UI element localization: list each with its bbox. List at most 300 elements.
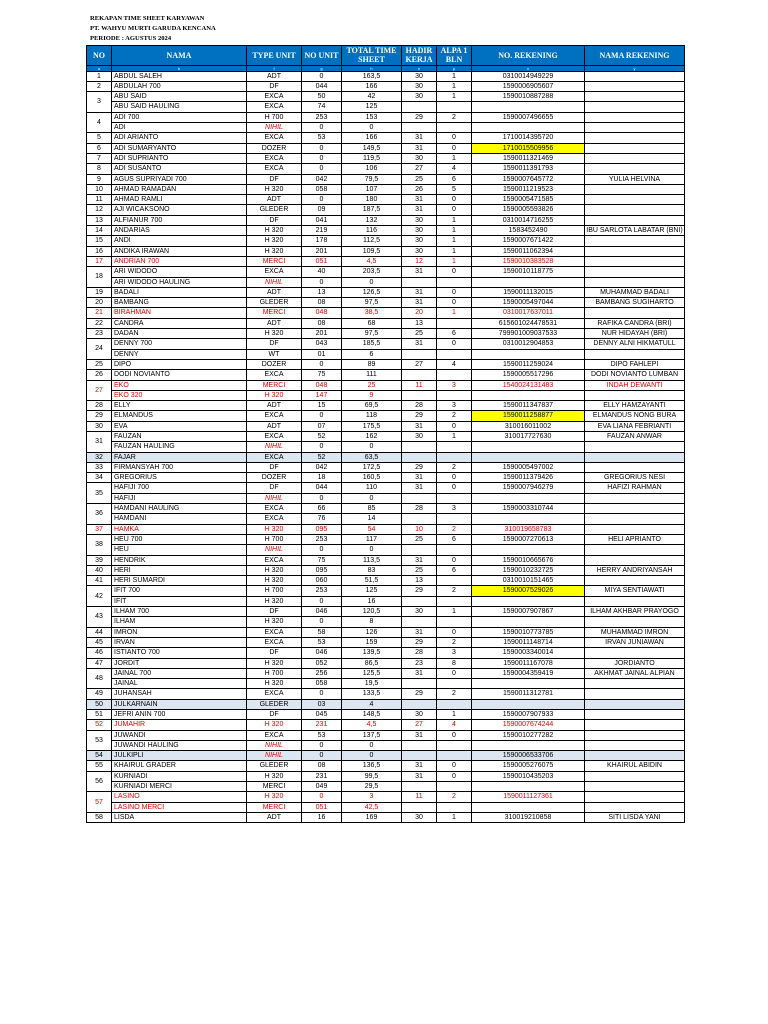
- cell-nama: KHAIRUL GRADER: [112, 761, 247, 771]
- table-row: [87, 195, 685, 205]
- cell-alpa: [437, 699, 472, 709]
- cell-alpa: [437, 123, 472, 133]
- table-row: [87, 339, 685, 349]
- cell-alpa: 0: [437, 761, 472, 771]
- table-row: [87, 318, 685, 328]
- cell-hadir: 31: [402, 668, 437, 678]
- cell-rekening: 310019658783: [472, 524, 585, 534]
- cell-nama: HAFIJI: [112, 493, 247, 503]
- cell-no-unit: 07: [302, 421, 342, 431]
- cell-total: 0: [342, 123, 402, 133]
- cell-alpa: [437, 277, 472, 287]
- cell-type-unit: ADT: [247, 195, 302, 205]
- cell-nama-rekening: IBU SARLOTA LABATAR (BNI): [586, 227, 683, 235]
- cell-total: 0: [342, 740, 402, 750]
- cell-no: 15: [87, 236, 112, 246]
- cell-rekening: 799901009037533: [472, 329, 585, 339]
- cell-no: 2: [87, 81, 112, 91]
- cell-total: 125: [342, 102, 402, 112]
- cell-nama-rekening: ELMANDUS NONG BURA: [585, 411, 685, 421]
- cell-nama-rekening: [585, 555, 685, 565]
- cell-no-unit: 08: [302, 298, 342, 308]
- cell-alpa: [437, 102, 472, 112]
- cell-rekening: 1590010277282: [472, 730, 585, 740]
- cell-nama-rekening: [585, 164, 685, 174]
- cell-nama-rekening: [585, 442, 685, 452]
- cell-nama: DENNY 700: [112, 339, 247, 349]
- cell-type-unit: H 320: [247, 226, 302, 236]
- cell-total: 136,5: [342, 761, 402, 771]
- cell-total: 172,5: [342, 462, 402, 472]
- cell-rekening: 1590011379426: [472, 473, 585, 483]
- cell-alpa: [437, 802, 472, 812]
- cell-rekening: [472, 102, 585, 112]
- cell-rekening: 1590005593826: [472, 205, 585, 215]
- cell-nama: AHMAD RAMLI: [112, 195, 247, 205]
- cell-alpa: 1: [437, 607, 472, 617]
- cell-nama-rekening: SITI LISDA YANI: [585, 812, 685, 822]
- table-row: [87, 164, 685, 174]
- cell-nama: EKO: [112, 380, 247, 390]
- cell-nama-rekening: FAUZAN ANWAR: [585, 431, 685, 441]
- table-row: [87, 431, 685, 441]
- cell-type-unit: H 320: [247, 329, 302, 339]
- cell-rekening: [472, 452, 585, 462]
- cell-total: 97,5: [342, 329, 402, 339]
- cell-hadir: 30: [402, 607, 437, 617]
- cell-no-unit: 52: [302, 431, 342, 441]
- cell-no: 55: [87, 761, 112, 771]
- cell-type-unit: DF: [247, 483, 302, 493]
- cell-alpa: 0: [437, 205, 472, 215]
- cell-type-unit: GLEDER: [247, 699, 302, 709]
- cell-hadir: 31: [402, 771, 437, 781]
- cell-no: 51: [87, 710, 112, 720]
- table-row: [87, 545, 685, 555]
- cell-rekening: 1590011347837: [472, 401, 585, 411]
- cell-alpa: 1: [437, 431, 472, 441]
- cell-rekening: [472, 390, 585, 400]
- cell-nama: JEFRI ANIN 700: [112, 710, 247, 720]
- cell-total: 85: [342, 504, 402, 514]
- cell-hadir: 31: [402, 761, 437, 771]
- cell-alpa: 0: [437, 421, 472, 431]
- cell-no-unit: 13: [302, 287, 342, 297]
- cell-total: 125: [342, 586, 402, 596]
- cell-rekening: 1710014395720: [472, 133, 585, 143]
- cell-nama: ABU SAID: [112, 92, 247, 102]
- cell-type-unit: H 320: [247, 184, 302, 194]
- cell-nama-rekening: [585, 308, 685, 318]
- cell-type-unit: MERCI: [247, 782, 302, 792]
- cell-nama: LASINO MERCI: [112, 802, 247, 812]
- cell-nama: HERI SUMARDI: [112, 576, 247, 586]
- table-row: [87, 133, 685, 143]
- cell-alpa: 1: [437, 153, 472, 163]
- cell-hadir: 10: [402, 524, 437, 534]
- table-row: [87, 483, 685, 493]
- cell-total: 116: [342, 226, 402, 236]
- cell-total: 153: [342, 112, 402, 122]
- table-row: [87, 720, 685, 730]
- cell-hadir: 26: [402, 184, 437, 194]
- cell-rekening: 1590007496655: [472, 112, 585, 122]
- table-row: [87, 256, 685, 266]
- cell-rekening: 0310017637011: [472, 308, 585, 318]
- cell-nama-rekening: [585, 679, 685, 689]
- cell-nama-rekening: [585, 648, 685, 658]
- cell-type-unit: ADT: [247, 812, 302, 822]
- cell-nama-rekening: RAFIKA CANDRA (BRI): [585, 318, 685, 328]
- cell-total: 137,5: [342, 730, 402, 740]
- cell-rekening: 1590011167078: [472, 658, 585, 668]
- cell-hadir: 25: [402, 329, 437, 339]
- cell-hadir: 29: [402, 462, 437, 472]
- cell-nama-rekening: [585, 267, 685, 277]
- cell-total: 163,5: [342, 71, 402, 81]
- cell-hadir: 13: [402, 318, 437, 328]
- cell-hadir: 30: [402, 246, 437, 256]
- cell-no-unit: 178: [302, 236, 342, 246]
- cell-no: 23: [87, 329, 112, 339]
- cell-rekening: 1590007529026: [472, 586, 585, 596]
- cell-total: 175,5: [342, 421, 402, 431]
- cell-alpa: [437, 390, 472, 400]
- cell-type-unit: ADT: [247, 287, 302, 297]
- cell-no-unit: 051: [302, 256, 342, 266]
- cell-no-unit: 0: [302, 359, 342, 369]
- cell-rekening: 1590007907933: [472, 710, 585, 720]
- table-row: [87, 576, 685, 586]
- cell-nama-rekening: [585, 740, 685, 750]
- cell-type-unit: H 320: [247, 576, 302, 586]
- table-row: [87, 143, 685, 153]
- cell-nama: ADI SUPRIANTO: [112, 153, 247, 163]
- cell-type-unit: GLEDER: [247, 205, 302, 215]
- col-letter: a: [87, 65, 112, 71]
- cell-nama-rekening: [585, 514, 685, 524]
- cell-hadir: 25: [402, 534, 437, 544]
- cell-total: 112,5: [342, 236, 402, 246]
- cell-hadir: [402, 370, 437, 380]
- cell-nama: BADALI: [112, 287, 247, 297]
- cell-total: 0: [342, 277, 402, 287]
- table-row: [87, 761, 685, 771]
- cell-no-unit: 0: [302, 411, 342, 421]
- cell-nama-rekening: [585, 792, 685, 802]
- table-row: [87, 730, 685, 740]
- cell-nama-rekening: [585, 112, 685, 122]
- cell-type-unit: MERCI: [247, 380, 302, 390]
- cell-total: 126: [342, 627, 402, 637]
- cell-rekening: 1590011321469: [472, 153, 585, 163]
- cell-nama: JUWANDI HAULING: [112, 740, 247, 750]
- cell-hadir: 30: [402, 431, 437, 441]
- cell-nama: AJI WICAKSONO: [112, 205, 247, 215]
- cell-total: 148,5: [342, 710, 402, 720]
- cell-total: 42,5: [342, 802, 402, 812]
- cell-hadir: 30: [402, 226, 437, 236]
- cell-alpa: 3: [437, 401, 472, 411]
- table-row: [87, 401, 685, 411]
- cell-no-unit: 046: [302, 648, 342, 658]
- cell-total: 16: [342, 596, 402, 606]
- cell-rekening: 1590007270613: [472, 534, 585, 544]
- cell-no: 25: [87, 359, 112, 369]
- cell-type-unit: H 320: [247, 565, 302, 575]
- cell-total: 8: [342, 617, 402, 627]
- cell-total: 187,5: [342, 205, 402, 215]
- cell-nama: ELLY: [112, 401, 247, 411]
- cell-no-unit: 0: [302, 689, 342, 699]
- cell-no: 1: [87, 71, 112, 81]
- table-row: [87, 277, 685, 287]
- cell-rekening: [472, 514, 585, 524]
- table-row: [87, 236, 685, 246]
- cell-nama-rekening: [585, 596, 685, 606]
- table-row: [87, 534, 685, 544]
- cell-hadir: 31: [402, 205, 437, 215]
- table-row: [87, 308, 685, 318]
- cell-total: 162: [342, 431, 402, 441]
- cell-rekening: 1590004359419: [472, 668, 585, 678]
- cell-rekening: 1590011391793: [472, 164, 585, 174]
- cell-nama: BAMBANG: [112, 298, 247, 308]
- cell-type-unit: GLEDER: [247, 298, 302, 308]
- cell-no: 13: [87, 215, 112, 225]
- cell-type-unit: DF: [247, 710, 302, 720]
- cell-nama: JUMAHIR: [112, 720, 247, 730]
- cell-no: 47: [87, 658, 112, 668]
- cell-alpa: [437, 751, 472, 761]
- cell-alpa: 4: [437, 720, 472, 730]
- cell-rekening: 0310014949229: [472, 71, 585, 81]
- cell-total: 180: [342, 195, 402, 205]
- cell-alpa: 2: [437, 462, 472, 472]
- col-nama-rekening: NAMA REKENING: [585, 46, 685, 66]
- table-row: [87, 153, 685, 163]
- cell-type-unit: EXCA: [247, 555, 302, 565]
- col-no-rekening: NO. REKENING: [472, 46, 585, 66]
- cell-nama-rekening: HAFIZI RAHMAN: [585, 483, 685, 493]
- cell-total: 120,5: [342, 607, 402, 617]
- cell-nama-rekening: [585, 133, 685, 143]
- cell-total: 107: [342, 184, 402, 194]
- cell-nama-rekening: [585, 782, 685, 792]
- cell-alpa: 1: [437, 81, 472, 91]
- cell-nama-rekening: [585, 92, 685, 102]
- cell-nama-rekening: [585, 215, 685, 225]
- cell-alpa: [437, 442, 472, 452]
- cell-nama-rekening: [585, 184, 685, 194]
- cell-nama: BIRAHMAN: [112, 308, 247, 318]
- cell-type-unit: H 320: [247, 679, 302, 689]
- cell-no-unit: 0: [302, 545, 342, 555]
- cell-hadir: 31: [402, 298, 437, 308]
- cell-no-unit: 09: [302, 205, 342, 215]
- cell-no: 37: [87, 524, 112, 534]
- cell-type-unit: NIHIL: [247, 493, 302, 503]
- col-letter: h: [342, 65, 402, 71]
- table-row: [87, 751, 685, 761]
- cell-total: 69,5: [342, 401, 402, 411]
- cell-total: 166: [342, 81, 402, 91]
- cell-total: 51,5: [342, 576, 402, 586]
- cell-nama: DODI NOVIANTO: [112, 370, 247, 380]
- cell-hadir: 29: [402, 637, 437, 647]
- table-row: [87, 607, 685, 617]
- cell-type-unit: DOZER: [247, 359, 302, 369]
- cell-type-unit: H 320: [247, 617, 302, 627]
- cell-type-unit: NIHIL: [247, 123, 302, 133]
- cell-alpa: [437, 349, 472, 359]
- cell-no-unit: 042: [302, 462, 342, 472]
- cell-type-unit: EXCA: [247, 164, 302, 174]
- cell-no: 48: [87, 668, 112, 689]
- cell-nama-rekening: [585, 617, 685, 627]
- cell-rekening: 1710015509956: [472, 143, 585, 153]
- cell-total: 3: [342, 792, 402, 802]
- cell-nama: DIPO: [112, 359, 247, 369]
- cell-nama-rekening: MIYA SENTIAWATI: [585, 586, 685, 596]
- cell-type-unit: NIHIL: [247, 442, 302, 452]
- cell-type-unit: MERCI: [247, 802, 302, 812]
- cell-hadir: [402, 349, 437, 359]
- cell-total: 97,5: [342, 298, 402, 308]
- cell-hadir: 30: [402, 215, 437, 225]
- table-row: [87, 504, 685, 514]
- cell-total: 125,5: [342, 668, 402, 678]
- cell-alpa: [437, 596, 472, 606]
- cell-rekening: [472, 679, 585, 689]
- cell-no-unit: 201: [302, 329, 342, 339]
- cell-no-unit: 042: [302, 174, 342, 184]
- cell-rekening: [472, 277, 585, 287]
- cell-alpa: 1: [437, 256, 472, 266]
- report-title: REKAPAN TIME SHEET KARYAWAN: [90, 15, 205, 22]
- cell-total: 118: [342, 411, 402, 421]
- cell-no-unit: 08: [302, 761, 342, 771]
- cell-no: 39: [87, 555, 112, 565]
- cell-no: 24: [87, 339, 112, 360]
- cell-no-unit: 044: [302, 483, 342, 493]
- cell-no: 46: [87, 648, 112, 658]
- cell-nama: ARI WIDODO HAULING: [112, 277, 247, 287]
- cell-rekening: 1590011258877: [472, 411, 585, 421]
- cell-nama: HERI: [112, 565, 247, 575]
- cell-no-unit: 095: [302, 524, 342, 534]
- cell-nama: HAMKA: [112, 524, 247, 534]
- table-row: [87, 390, 685, 400]
- cell-total: 203,5: [342, 267, 402, 277]
- cell-nama: JORDIT: [112, 658, 247, 668]
- cell-nama: IRVAN: [112, 637, 247, 647]
- cell-no: 4: [87, 112, 112, 133]
- cell-nama: FAUZAN HAULING: [112, 442, 247, 452]
- cell-type-unit: DF: [247, 81, 302, 91]
- cell-nama: HAMDANI: [112, 514, 247, 524]
- cell-nama-rekening: NUR HIDAYAH (BRI): [585, 329, 685, 339]
- cell-type-unit: H 320: [247, 658, 302, 668]
- cell-rekening: 0310010151465: [472, 576, 585, 586]
- cell-rekening: 1590005471585: [472, 195, 585, 205]
- cell-no-unit: 058: [302, 679, 342, 689]
- cell-nama-rekening: YULIA HELVINA: [585, 174, 685, 184]
- cell-hadir: 28: [402, 401, 437, 411]
- cell-hadir: [402, 545, 437, 555]
- table-row: [87, 565, 685, 575]
- cell-total: 89: [342, 359, 402, 369]
- cell-rekening: 1590005497044: [472, 298, 585, 308]
- cell-nama: GREGORIUS: [112, 473, 247, 483]
- cell-no: 17: [87, 256, 112, 266]
- cell-alpa: 0: [437, 555, 472, 565]
- cell-rekening: 1590010232725: [472, 565, 585, 575]
- cell-no-unit: 0: [302, 277, 342, 287]
- cell-rekening: 310019210858: [472, 812, 585, 822]
- cell-hadir: [402, 514, 437, 524]
- cell-hadir: 13: [402, 576, 437, 586]
- cell-nama: LASINO: [112, 792, 247, 802]
- cell-nama-rekening: [585, 504, 685, 514]
- cell-alpa: 4: [437, 359, 472, 369]
- table-row: [87, 668, 685, 678]
- table-row: [87, 411, 685, 421]
- cell-hadir: 25: [402, 174, 437, 184]
- cell-type-unit: DF: [247, 339, 302, 349]
- cell-no: 56: [87, 771, 112, 792]
- cell-type-unit: NIHIL: [247, 751, 302, 761]
- cell-no: 31: [87, 431, 112, 452]
- cell-no: 3: [87, 92, 112, 113]
- cell-hadir: 27: [402, 359, 437, 369]
- cell-no-unit: 0: [302, 740, 342, 750]
- cell-no: 52: [87, 720, 112, 730]
- cell-hadir: 30: [402, 812, 437, 822]
- cell-total: 25: [342, 380, 402, 390]
- table-row: [87, 782, 685, 792]
- cell-total: 19,5: [342, 679, 402, 689]
- cell-nama-rekening: [585, 205, 685, 215]
- cell-no-unit: 74: [302, 102, 342, 112]
- cell-alpa: 0: [437, 771, 472, 781]
- cell-nama: ADI 700: [112, 112, 247, 122]
- cell-nama-rekening: DIPO FAHLEPI: [585, 359, 685, 369]
- cell-rekening: 1590011132015: [472, 287, 585, 297]
- cell-nama-rekening: [585, 720, 685, 730]
- cell-rekening: 1590010887288: [472, 92, 585, 102]
- cell-rekening: [472, 442, 585, 452]
- cell-total: 119,5: [342, 153, 402, 163]
- cell-nama-rekening: [585, 246, 685, 256]
- table-row: [87, 421, 685, 431]
- cell-no-unit: 53: [302, 133, 342, 143]
- report-header: [90, 14, 216, 44]
- cell-rekening: 1590011148714: [472, 637, 585, 647]
- cell-hadir: [402, 123, 437, 133]
- cell-no-unit: 219: [302, 226, 342, 236]
- cell-type-unit: DF: [247, 648, 302, 658]
- cell-nama: ILHAM 700: [112, 607, 247, 617]
- cell-nama-rekening: GREGORIUS NESI: [585, 473, 685, 483]
- table-row: [87, 246, 685, 256]
- cell-total: 117: [342, 534, 402, 544]
- cell-total: 0: [342, 493, 402, 503]
- table-row: [87, 123, 685, 133]
- cell-nama-rekening: [585, 689, 685, 699]
- cell-total: 185,5: [342, 339, 402, 349]
- cell-nama-rekening: [585, 71, 685, 81]
